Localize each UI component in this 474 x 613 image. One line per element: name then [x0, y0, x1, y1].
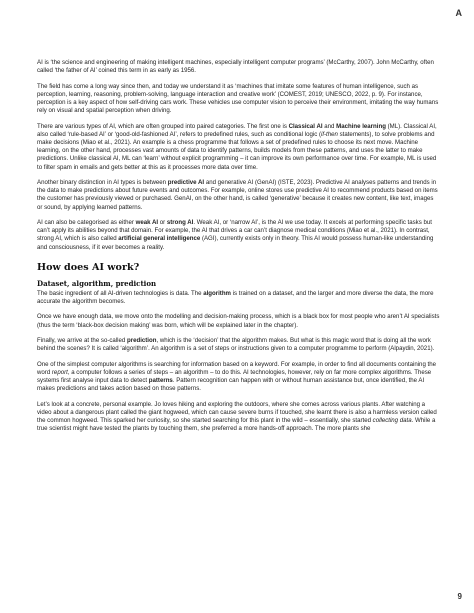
- page-number: 9: [457, 592, 462, 601]
- paragraph-text: Once we have enough data, we move onto the modelling and decision-making process, which is a black box for most people who aren’t AI specialists (thus the term ‘black-box decision making’ was born, which will be explained later in the chapter).: [37, 313, 440, 329]
- paragraph-text: . Weak AI, or ‘narrow AI’, is the AI we use today. It excels at performing specific tasks but can’t apply its abilities beyond that domain. For example, the AI that drives a car can’t diagnose medical conditions (Miao et al., 2021). In contrast, strong AI, which is also called: [37, 219, 432, 243]
- key-term: weak AI: [135, 219, 159, 226]
- subsection-heading: Dataset, algorithm, prediction: [37, 278, 157, 288]
- key-term: algorithm: [203, 289, 231, 297]
- section-heading: How does AI work?: [37, 261, 140, 273]
- key-term: strong AI: [166, 219, 194, 226]
- paragraph-text: Another binary distinction in AI types is between: [37, 179, 168, 186]
- paragraph: [37, 313, 440, 329]
- paragraph-text: statements), to solve problems and make decisions (Miao et al., 2021). An example is a chess programme that follows a set of predefined rules to choose its next move. Machine learning, on the other hand, processes vast amounts of data to identify patterns, builds models from these patterns, and uses the latter to make predictions. Unlike classical AI, ML can ‘learn’ without explicit programming – it can improve its own performance over time. For example, ML is used to filter spam in emails and gets better at this as it processes more data over time.: [37, 130, 437, 171]
- paragraph: [37, 337, 440, 353]
- key-term: Machine learning: [336, 122, 386, 130]
- paragraph-text: AI is ‘the science and engineering of making intelligent machines, especially intelligent computer programs’ (McCarthy, 2007). John McCarthy, often called ‘the father of AI’ coined this term in as early as 1956.: [37, 59, 434, 75]
- paragraph-text: (AGI), currently exists only in theory. This AI would possess human-like understanding and consciousness, if it ever becomes a reality.: [37, 235, 434, 251]
- italic-term: collecting data: [372, 417, 412, 424]
- paragraph: [37, 179, 440, 212]
- paragraph-text: and: [322, 122, 337, 130]
- paragraph-text: There are various types of AI, which are often grouped into paired categories. The first one is: [37, 122, 289, 130]
- paragraph-text: or: [158, 219, 167, 226]
- italic-term: report: [51, 368, 68, 376]
- key-term: predictive AI: [167, 179, 205, 186]
- paragraph-text: . Pattern recognition can happen with or without human assistance but, once identified, the AI makes predictions and takes action based on those patterns.: [37, 377, 425, 393]
- page-body: [37, 59, 440, 441]
- paragraph: [37, 219, 440, 252]
- paragraph-text: The field has come a long way since then, and today we understand it as ‘machines that imitate some features of human intelligence, such as perception, learning, reasoning, problem-solving, language interaction and creative work’ (COMEST, 2019; UNESCO, 2022, p. 9). For instance, perception is a key aspect of how self-driving cars work. These vehicles use computer vision to perceive their environment, imitating the way humans rely on visual and spatial perception when driving.: [37, 82, 439, 115]
- key-term: patterns: [148, 377, 173, 384]
- paragraph-text: is trained on a dataset, and the larger and more diverse the data, the more accurate the algorithm becomes.: [37, 289, 434, 306]
- paragraph-text: Finally, we arrive at the so-called: [37, 337, 127, 344]
- paragraph: [37, 59, 440, 75]
- paragraph-text: (ML). Classical AI, also called ‘rule-based AI’ or ‘good-old-fashioned AI’, refers to predefined rules, such as conditional logic (: [37, 122, 437, 138]
- italic-term: if-then: [320, 130, 338, 138]
- key-term: Classical AI: [288, 122, 323, 130]
- paragraph: [37, 123, 440, 172]
- paragraph-text: . While a true scientist might have tested the plants by touching them, she preferred a more hands-off approach. The more plants she: [37, 417, 436, 433]
- paragraph-text: , a computer follows a series of steps – an algorithm – to do this. AI technologies, however, rely on far more complex algorithms. These systems first analyse input data to detect: [37, 368, 432, 384]
- key-term: prediction: [126, 337, 157, 344]
- paragraph-text: AI can also be categorised as either: [37, 219, 136, 226]
- paragraph: [37, 361, 440, 394]
- key-term: artificial general intelligence: [118, 235, 201, 243]
- chapter-letter: A: [455, 8, 462, 18]
- paragraph: [37, 290, 440, 306]
- paragraph-text: , which is the ‘decision’ that the algorithm makes. But what is this magic word that is doing all the work behind the scenes? It is called ‘algorithm’. An algorithm is a set of steps or instructions given to a computer programme to perform (Alpaydin, 2021).: [37, 337, 435, 353]
- paragraph: [37, 401, 440, 434]
- paragraph: [37, 83, 440, 116]
- paragraph-text: The basic ingredient of all AI-driven technologies is data. The: [37, 289, 204, 297]
- paragraph-text: Let’s look at a concrete, personal example. Jo loves hiking and exploring the outdoors, where she comes across various plants. After watching a video about a dangerous plant called the giant hogweed, which can cause severe burns if touched, she learnt there is also a harmless version called the common hogweed. This sparked her curiosity, so she started searching for this plant in the wild – essentially, she started: [37, 400, 437, 424]
- paragraph-text: One of the simplest computer algorithms is searching for information based on a keyword. For example, in order to find all documents containing the word: [37, 360, 437, 376]
- paragraph-text: and generative AI (GenAI) (ISTE, 2023). Predictive AI analyses patterns and trends in the data to make predictions about future events and outcomes. For example, online stores use predictive AI to recommend products based on items the customer has previously viewed or purchased. GenAI, on the other hand, is called ‘generative’ because it creates new content, like text, images or sound, by applying learned patterns.: [37, 179, 438, 211]
